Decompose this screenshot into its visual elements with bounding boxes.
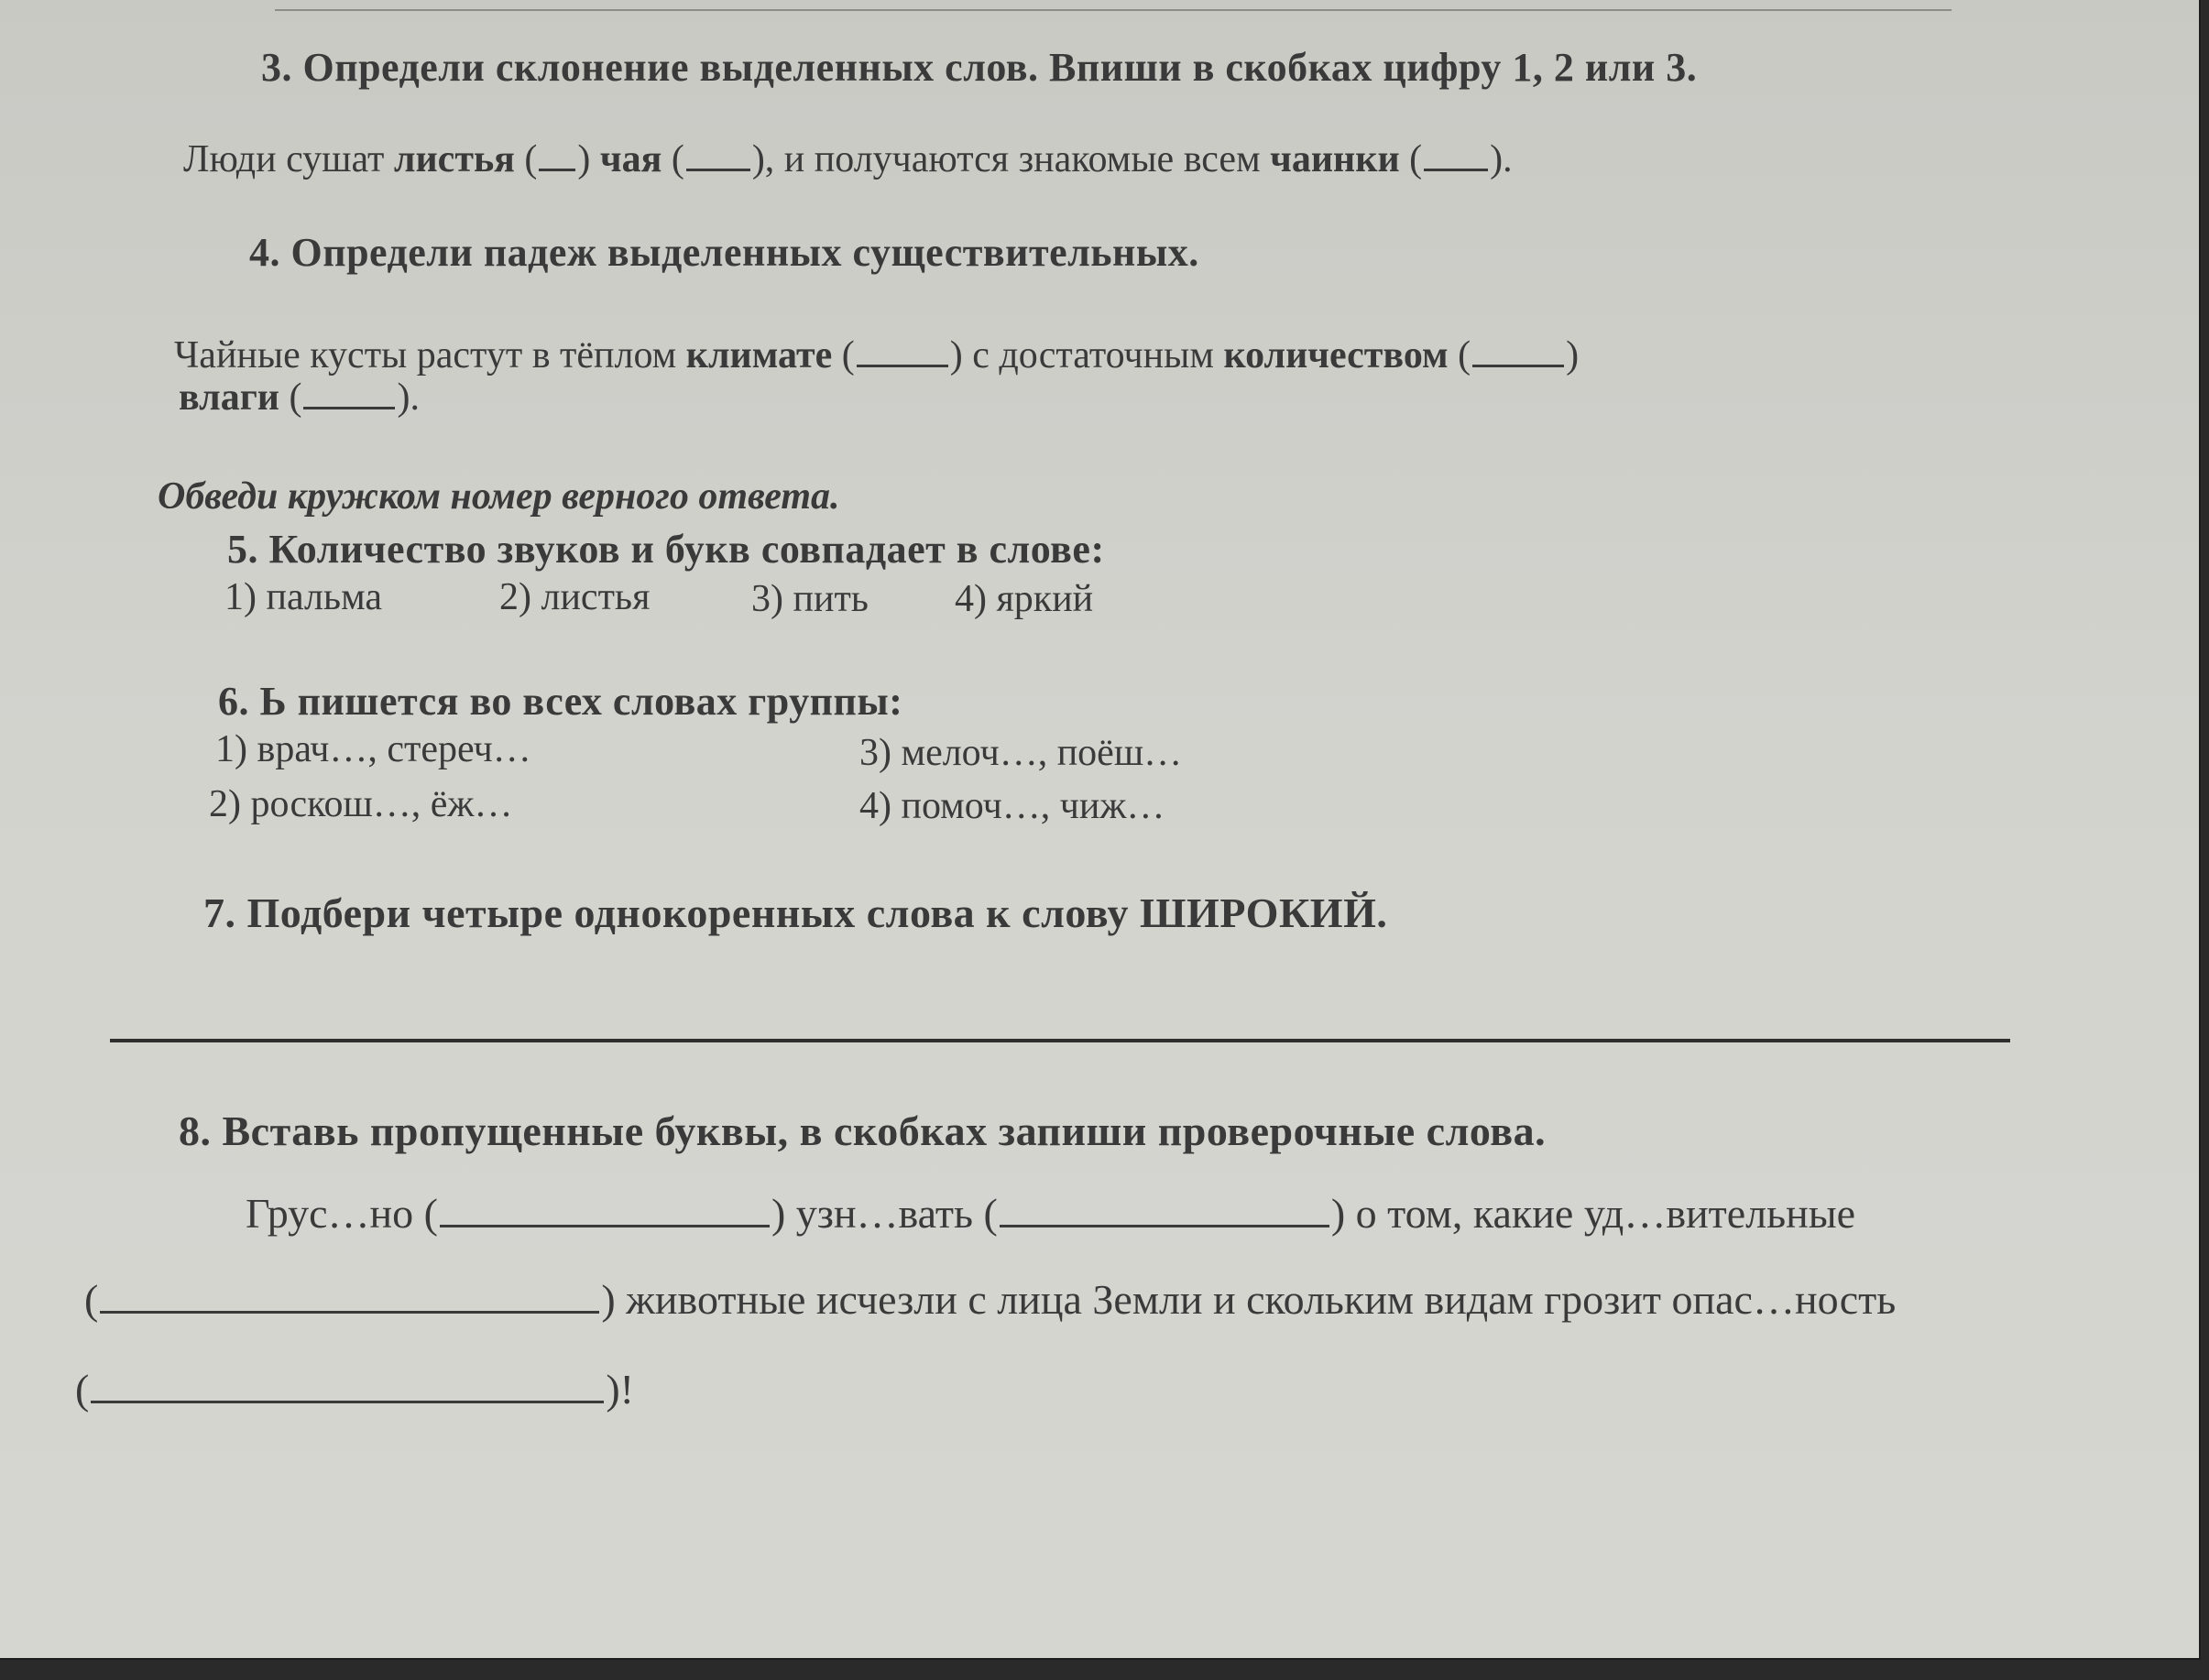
q3-answer-blank-3[interactable] <box>1424 136 1488 171</box>
q7-answer-line[interactable] <box>110 1039 2010 1042</box>
q4-text-3: ) с достаточным <box>949 334 1224 376</box>
question-8-title: 8. Вставь пропущенные буквы, в скобках запиши проверочные слова. <box>179 1107 1547 1154</box>
q3-text-4: ( <box>662 138 684 180</box>
q8-text-1: Грус…но ( <box>246 1190 438 1237</box>
q7-target-word: ШИРОКИЙ. <box>1140 889 1388 936</box>
q4-word-3: влаги <box>179 376 279 419</box>
question-3-title: 3. Определи склонение выделенных слов. Впиши в скобках цифру 1, 2 или 3. <box>261 45 1698 90</box>
q5-option-3[interactable]: 3) пить <box>751 578 869 620</box>
q8-text-2: ) узн…вать ( <box>771 1190 998 1237</box>
question-7-title <box>203 889 1387 937</box>
q5-option-2[interactable]: 2) листья <box>499 576 651 618</box>
q4-answer-blank-2[interactable] <box>1472 332 1564 367</box>
q8-text-3: ) о том, какие уд…вительные <box>1330 1190 1856 1237</box>
q4-word-2: количеством <box>1223 334 1449 376</box>
q4-text-7: ). <box>397 376 420 419</box>
q3-word-2: чая <box>599 138 662 180</box>
q8-answer-blank-4[interactable] <box>91 1368 604 1403</box>
question-4-title: 4. Определи падеж выделенных существительных. <box>249 230 1199 275</box>
q6-option-1[interactable]: 1) врач…, стереч… <box>215 728 531 770</box>
q3-answer-blank-1[interactable] <box>539 136 575 171</box>
question-5-title: 5. Количество звуков и букв совпадает в слове: <box>227 527 1105 572</box>
q4-text-4: ( <box>1448 334 1471 376</box>
question-3-sentence <box>183 136 1513 181</box>
question-4-sentence-line-1 <box>174 332 1579 377</box>
question-6-title: 6. Ь пишется во всех словах группы: <box>218 679 903 724</box>
q8-line-1 <box>246 1189 1855 1238</box>
q3-word-1: листья <box>393 138 515 180</box>
q8-text-4: ( <box>84 1276 99 1323</box>
q4-text-5: ) <box>1566 334 1580 376</box>
q3-text-1: Люди сушат <box>183 138 394 180</box>
q3-text-6: ( <box>1399 138 1423 180</box>
q6-option-2[interactable]: 2) роскош…, ёж… <box>209 783 513 825</box>
q4-text-6: ( <box>279 376 302 419</box>
q8-line-3 <box>75 1365 634 1413</box>
question-4-sentence-line-2 <box>179 374 420 420</box>
q4-text-2: ( <box>832 334 855 376</box>
q4-text-1: Чайные кусты растут в тёплом <box>174 334 686 376</box>
q8-text-5: ) животные исчезли с лица Земли и скольким видам грозит опас…ность <box>601 1276 1897 1323</box>
q8-answer-blank-3[interactable] <box>100 1278 599 1314</box>
q6-option-4[interactable]: 4) помоч…, чиж… <box>859 785 1165 827</box>
q8-line-2 <box>84 1275 1896 1324</box>
q8-answer-blank-2[interactable] <box>1000 1192 1329 1227</box>
q3-text-3: ) <box>577 138 600 180</box>
page-top-rule <box>275 9 1952 11</box>
q6-option-3[interactable]: 3) мелоч…, поёш… <box>859 732 1183 774</box>
q8-text-6: ( <box>75 1366 90 1413</box>
q5-option-4[interactable]: 4) яркий <box>955 578 1094 620</box>
q5-option-1[interactable]: 1) пальма <box>224 576 383 618</box>
q4-word-1: климате <box>685 334 833 376</box>
q3-word-3: чаинки <box>1270 138 1400 180</box>
q3-text-2: ( <box>514 138 538 180</box>
q3-text-5: ), и получаются знакомые всем <box>751 138 1271 180</box>
q8-answer-blank-1[interactable] <box>440 1192 770 1227</box>
q7-title-text: 7. Подбери четыре однокоренных слова к слову <box>203 889 1141 936</box>
q3-text-7: ). <box>1490 138 1513 180</box>
q8-text-7: )! <box>606 1366 634 1413</box>
q4-answer-blank-1[interactable] <box>857 332 948 367</box>
q3-answer-blank-2[interactable] <box>686 136 750 171</box>
q4-answer-blank-3[interactable] <box>303 374 395 409</box>
instruction-circle-answer: Обведи кружком номер верного ответа. <box>158 475 840 518</box>
